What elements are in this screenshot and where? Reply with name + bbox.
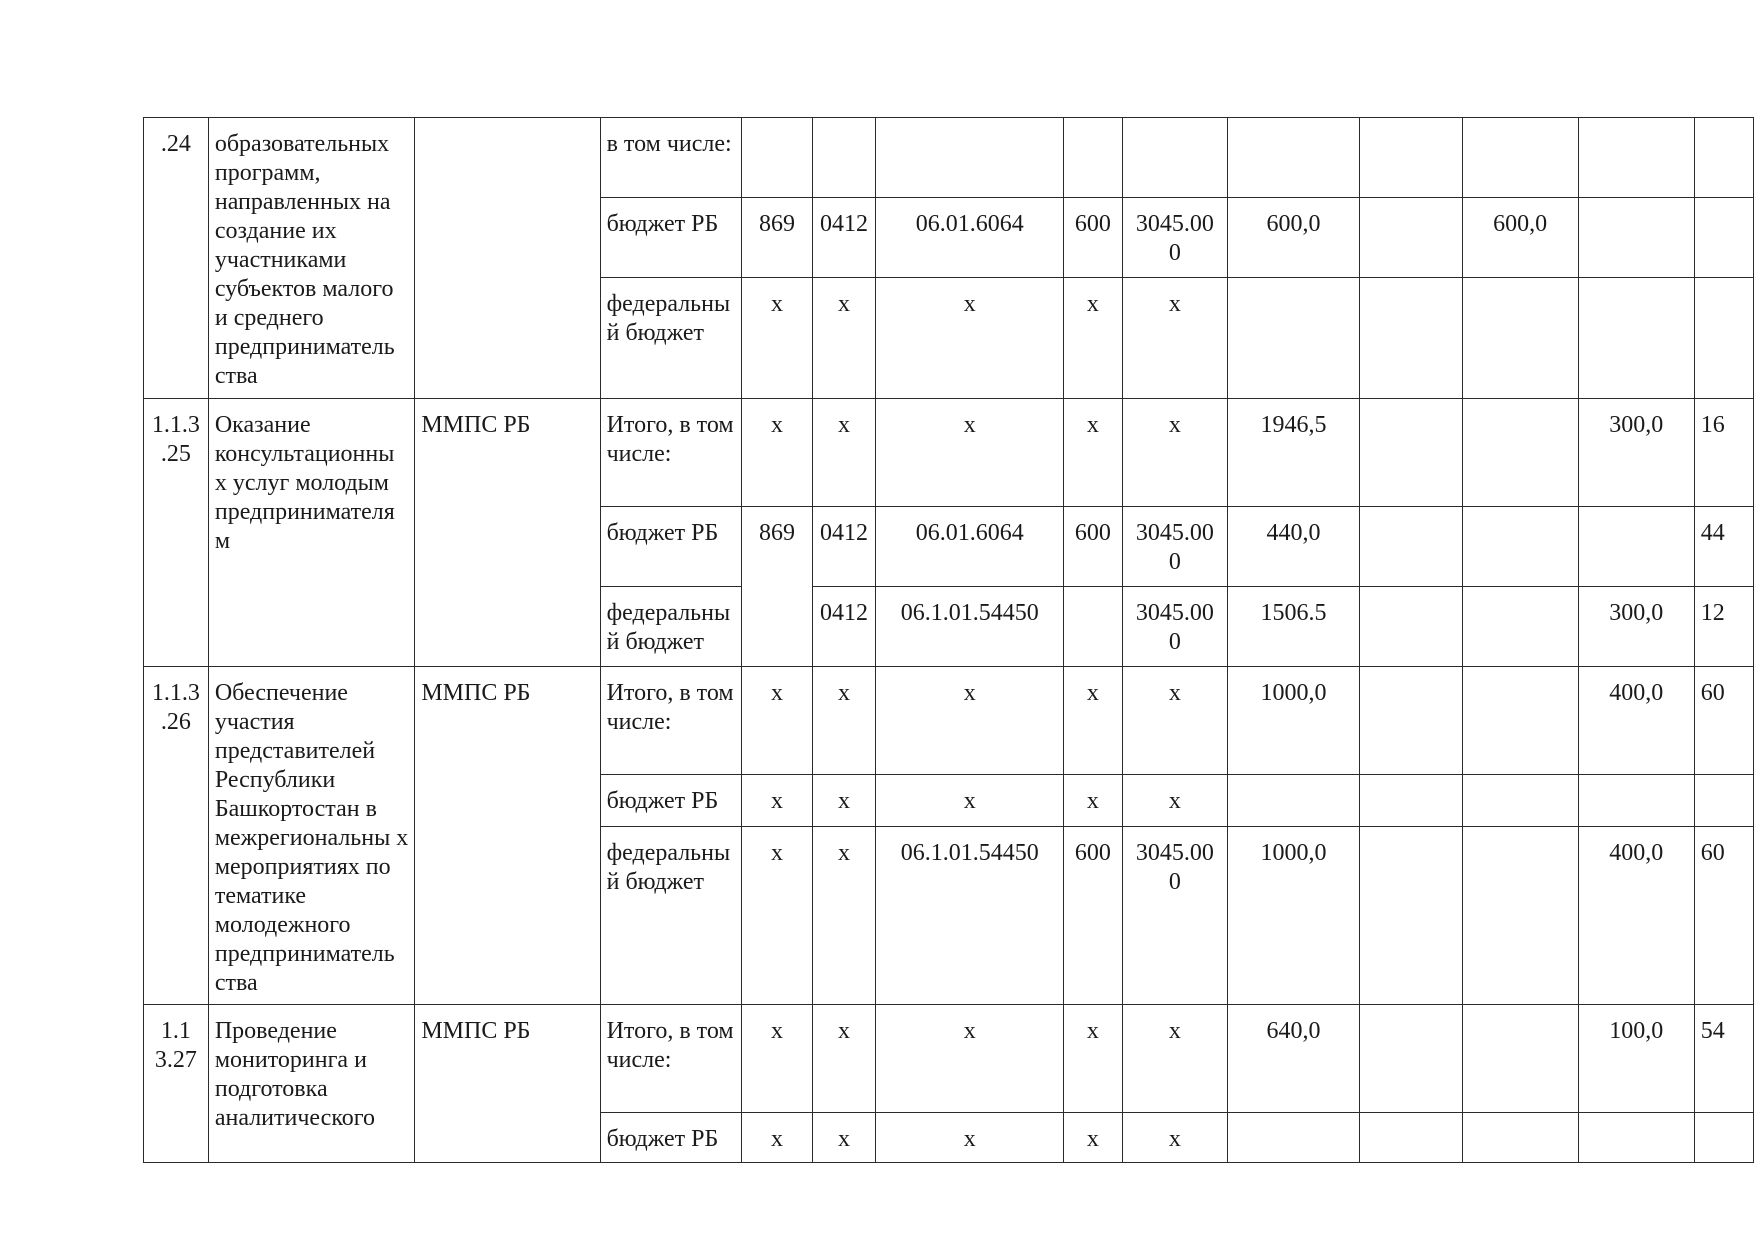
total-cell [1228,278,1360,399]
year-cell [1360,507,1463,587]
year-cell [1360,399,1463,507]
grbs-cell: х [742,827,812,1005]
csr-cell: 06.01.6064 [876,198,1064,278]
item-name: Обеспечение участия представителей Республики Башкортостан в межрегиональны х мероприятиях по тематике молодежного предприниматель ства [208,667,414,1005]
vr-cell: х [1064,775,1123,827]
kosgu-cell: 3045.00 0 [1122,198,1227,278]
grbs-cell: х [742,1005,812,1113]
item-executor: ММПС РБ [415,667,600,1005]
year-cell [1694,278,1753,399]
item-number: 1.1.3 .25 [144,399,209,667]
grbs-cell: 869 [742,198,812,278]
year-cell [1462,118,1578,198]
year-cell [1578,507,1694,587]
vr-cell: 600 [1064,827,1123,1005]
year-cell: 300,0 [1578,399,1694,507]
year-cell [1360,278,1463,399]
total-cell: 1946,5 [1228,399,1360,507]
vr-cell [1064,587,1123,667]
item-number: 1.1.3 .26 [144,667,209,1005]
year-cell [1578,198,1694,278]
year-cell: 100,0 [1578,1005,1694,1113]
table-row [144,1005,1754,1113]
funding-source: бюджет РБ [600,1113,742,1163]
rz-cell: х [812,278,876,399]
csr-cell: х [876,399,1064,507]
kosgu-cell: х [1122,278,1227,399]
vr-cell: х [1064,399,1123,507]
funding-source: федеральны й бюджет [600,587,742,667]
kosgu-cell: х [1122,775,1227,827]
table-row [144,118,1754,198]
total-cell: 640,0 [1228,1005,1360,1113]
total-cell: 1000,0 [1228,667,1360,775]
year-cell [1462,507,1578,587]
item-name: образовательных программ, направленных на создание их участниками субъектов малого и среднего предприниматель ства [208,118,414,399]
year-cell [1360,118,1463,198]
rz-cell: х [812,775,876,827]
total-cell: 1506.5 [1228,587,1360,667]
total-cell: 1000,0 [1228,827,1360,1005]
kosgu-cell: х [1122,1113,1227,1163]
total-cell [1228,118,1360,198]
grbs-cell: х [742,775,812,827]
funding-source: Итого, в том числе: [600,1005,742,1113]
funding-source: бюджет РБ [600,507,742,587]
year-cell: 60 [1694,667,1753,775]
rz-cell: х [812,1005,876,1113]
year-cell [1578,1113,1694,1163]
grbs-cell: х [742,278,812,399]
total-cell: 600,0 [1228,198,1360,278]
year-cell [1462,1113,1578,1163]
year-cell [1462,827,1578,1005]
vr-cell: х [1064,667,1123,775]
table-row [144,399,1754,507]
funding-source: федеральны й бюджет [600,827,742,1005]
year-cell [1462,667,1578,775]
year-cell [1694,198,1753,278]
rz-cell: х [812,1113,876,1163]
kosgu-cell: 3045.00 0 [1122,587,1227,667]
rz-cell: х [812,827,876,1005]
rz-cell: х [812,667,876,775]
year-cell: 60 [1694,827,1753,1005]
year-cell: 600,0 [1462,198,1578,278]
year-cell [1360,1113,1463,1163]
year-cell [1694,1113,1753,1163]
rz-cell [812,118,876,198]
grbs-cell: х [742,399,812,507]
rz-cell: 0412 [812,507,876,587]
total-cell [1228,1113,1360,1163]
funding-source: бюджет РБ [600,198,742,278]
rz-cell: х [812,399,876,507]
year-cell: 400,0 [1578,667,1694,775]
item-executor: ММПС РБ [415,1005,600,1163]
year-cell [1578,278,1694,399]
year-cell [1694,118,1753,198]
year-cell [1360,775,1463,827]
year-cell: 400,0 [1578,827,1694,1005]
funding-source: бюджет РБ [600,775,742,827]
item-number: .24 [144,118,209,399]
year-cell [1578,775,1694,827]
funding-source: федеральны й бюджет [600,278,742,399]
year-cell [1462,278,1578,399]
year-cell [1462,587,1578,667]
grbs-cell: х [742,1113,812,1163]
kosgu-cell: 3045.00 0 [1122,507,1227,587]
grbs-cell: 869 [742,507,812,667]
year-cell: 44 [1694,507,1753,587]
item-name: Оказание консультационны х услуг молодым предпринимателя м [208,399,414,667]
year-cell [1360,827,1463,1005]
kosgu-cell [1122,118,1227,198]
rz-cell: 0412 [812,198,876,278]
csr-cell: х [876,1005,1064,1113]
funding-source: Итого, в том числе: [600,399,742,507]
csr-cell: х [876,278,1064,399]
item-number: 1.1 3.27 [144,1005,209,1163]
total-cell [1228,775,1360,827]
funding-source: Итого, в том числе: [600,667,742,775]
kosgu-cell: 3045.00 0 [1122,827,1227,1005]
kosgu-cell: х [1122,1005,1227,1113]
csr-cell: 06.1.01.54450 [876,827,1064,1005]
vr-cell: х [1064,278,1123,399]
year-cell: 54 [1694,1005,1753,1113]
vr-cell: х [1064,1113,1123,1163]
csr-cell: 06.1.01.54450 [876,587,1064,667]
total-cell: 440,0 [1228,507,1360,587]
year-cell [1360,667,1463,775]
year-cell: 12 [1694,587,1753,667]
grbs-cell [742,118,812,198]
item-name: Проведение мониторинга и подготовка аналитического [208,1005,414,1163]
kosgu-cell: х [1122,399,1227,507]
year-cell [1360,1005,1463,1113]
year-cell [1360,587,1463,667]
csr-cell: 06.01.6064 [876,507,1064,587]
year-cell: 300,0 [1578,587,1694,667]
year-cell [1462,775,1578,827]
csr-cell: х [876,775,1064,827]
rz-cell: 0412 [812,587,876,667]
year-cell [1360,198,1463,278]
kosgu-cell: х [1122,667,1227,775]
year-cell [1694,775,1753,827]
csr-cell [876,118,1064,198]
csr-cell: х [876,667,1064,775]
vr-cell: х [1064,1005,1123,1113]
budget-table [143,117,1754,1163]
year-cell [1462,1005,1578,1113]
year-cell [1578,118,1694,198]
grbs-cell: х [742,667,812,775]
vr-cell: 600 [1064,507,1123,587]
vr-cell [1064,118,1123,198]
year-cell: 16 [1694,399,1753,507]
csr-cell: х [876,1113,1064,1163]
vr-cell: 600 [1064,198,1123,278]
item-executor: ММПС РБ [415,399,600,667]
table-row [144,667,1754,775]
year-cell [1462,399,1578,507]
funding-source: в том числе: [600,118,742,198]
item-executor [415,118,600,399]
